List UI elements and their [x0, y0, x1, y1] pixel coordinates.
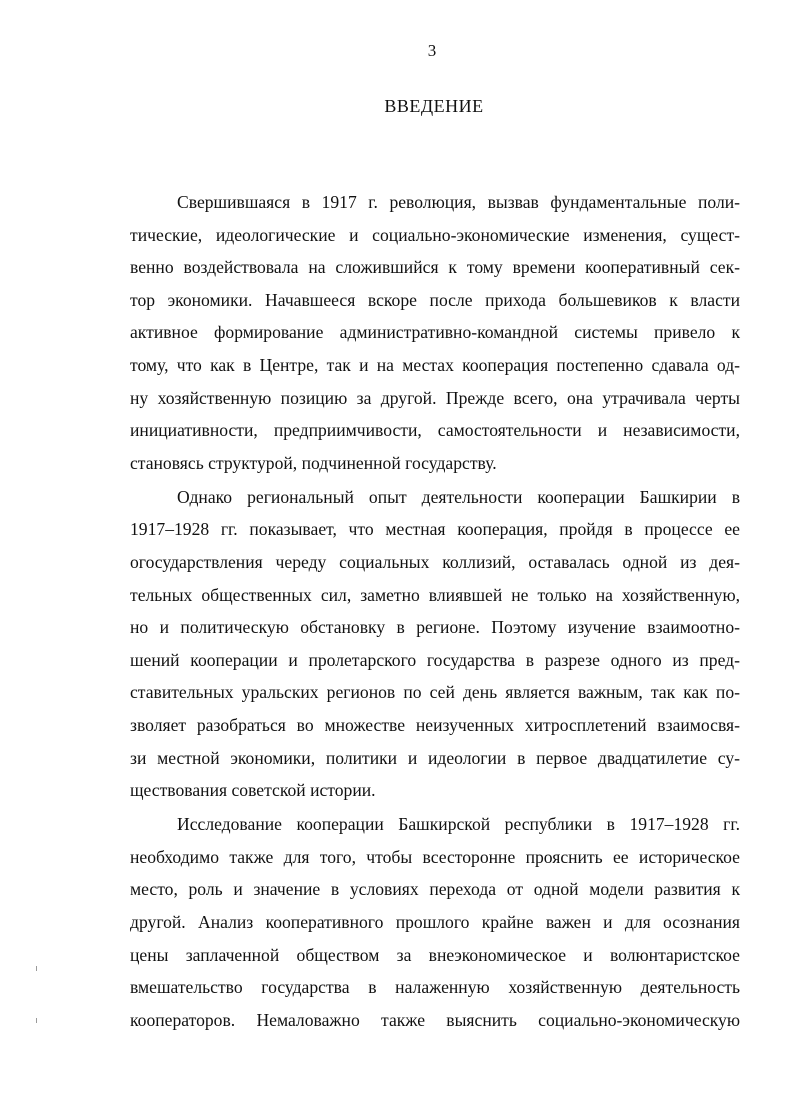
text-line: но и политическую обстановку в регионе. Поэтому изучение взаимоотно-	[130, 617, 740, 638]
text-line: необходимо также для того, чтобы всесторонне прояснить ее историческое	[130, 846, 740, 867]
text-line: ну хозяйственную позицию за другой. Прежде всего, она утрачивала черты	[130, 387, 740, 408]
paragraph-3	[130, 808, 740, 1036]
text-line: зи местной экономики, политики и идеологии в первое двадцатилетие су-	[130, 747, 740, 768]
text-line: инициативности, предприимчивости, самостоятельности и независимости,	[130, 420, 740, 441]
text-line: активное формирование административно-командной системы привело к	[130, 322, 740, 343]
paragraph-1	[130, 186, 740, 479]
text-line: тор экономики. Начавшееся вскоре после прихода большевиков к власти	[130, 289, 740, 310]
text-line: кооператоров. Немаловажно также выяснить социально-экономическую	[130, 1009, 740, 1030]
scan-artifact	[36, 966, 37, 971]
text-line: тому, что как в Центре, так и на местах кооперация постепенно сдавала од-	[130, 354, 740, 375]
text-line: вмешательство государства в налаженную хозяйственную деятельность	[130, 977, 740, 998]
body-text	[130, 186, 740, 1036]
text-line: тельных общественных сил, заметно влиявшей не только на хозяйственную,	[130, 584, 740, 605]
text-line: Исследование кооперации Башкирской республики в 1917–1928 гг.	[177, 814, 740, 835]
text-line: место, роль и значение в условиях перехода от одной модели развития к	[130, 879, 740, 900]
text-line: становясь структурой, подчиненной государству.	[130, 452, 497, 473]
text-line: цены заплаченной обществом за внеэкономическое и волюнтаристское	[130, 944, 740, 965]
chapter-title: ВВЕДЕНИЕ	[384, 96, 484, 116]
text-line: венно воздействовала на сложившийся к тому времени кооперативный сек-	[130, 257, 740, 278]
text-line: Однако региональный опыт деятельности кооперации Башкирии в	[177, 486, 740, 507]
text-line: ществования советской истории.	[130, 780, 376, 801]
text-line: шений кооперации и пролетарского государства в разрезе одного из пред-	[130, 649, 740, 670]
paragraph-2	[130, 481, 740, 807]
page-number: 3	[427, 41, 437, 60]
text-line: другой. Анализ кооперативного прошлого крайне важен и для осознания	[130, 912, 740, 933]
text-line: тические, идеологические и социально-экономические изменения, сущест-	[130, 224, 740, 245]
text-line: огосударствления череду социальных коллизий, оставалась одной из дея-	[130, 552, 740, 573]
text-line: зволяет разобраться во множестве неизученных хитросплетений взаимосвя-	[130, 715, 740, 735]
text-line: ставительных уральских регионов по сей день является важным, так как по-	[130, 682, 740, 703]
text-line: 1917–1928 гг. показывает, что местная кооперация, пройдя в процессе ее	[130, 519, 740, 540]
text-line: Свершившаяся в 1917 г. революция, вызвав фундаментальные поли-	[177, 192, 740, 212]
scan-artifact	[36, 1018, 37, 1023]
